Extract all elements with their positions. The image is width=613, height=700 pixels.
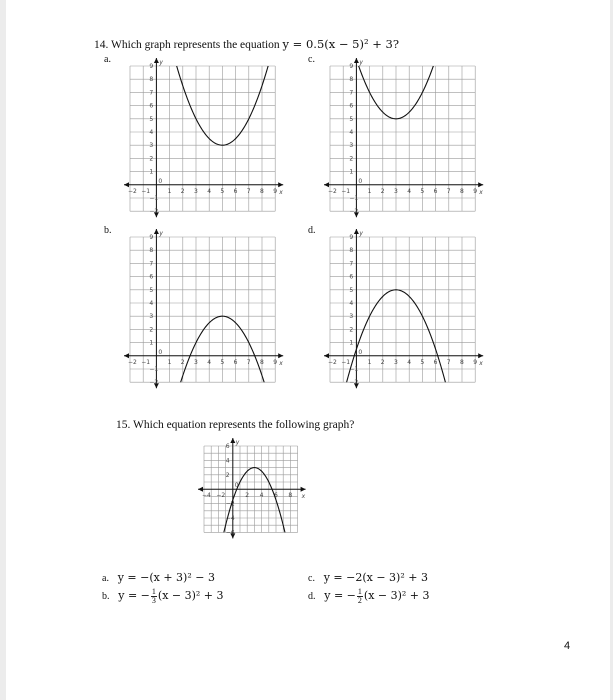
y-tick-label: −2	[149, 208, 159, 216]
y-tick-label: 4	[225, 457, 230, 465]
q15-option-c-letter: c.	[308, 573, 315, 584]
y-tick-label: −2	[225, 500, 235, 508]
x-tick-label: 2	[180, 187, 185, 195]
y-tick-label: 2	[349, 326, 354, 334]
x-tick-label: 7	[246, 358, 251, 366]
y-tick-label: 8	[149, 247, 154, 255]
q14-option-d-letter: d.	[308, 225, 316, 236]
x-axis-arrow-left	[198, 487, 203, 492]
x-tick-label: 1	[367, 187, 372, 195]
x-axis-arrow-right	[301, 487, 306, 492]
x-axis-arrow-left	[324, 182, 329, 187]
y-axis-letter: y	[159, 230, 163, 237]
y-axis-letter: y	[359, 230, 363, 237]
q14-option-a-letter: a.	[104, 54, 111, 65]
x-axis-arrow-left	[124, 182, 129, 187]
x-tick-label: 8	[460, 358, 464, 366]
y-tick-label: 6	[149, 102, 154, 110]
y-tick-label: 9	[349, 63, 354, 70]
x-tick-label: −2	[216, 492, 226, 500]
q15-option-b-frac-den: 3	[151, 596, 156, 605]
q14-option-c-letter: c.	[308, 54, 315, 65]
x-tick-label: 4	[407, 187, 412, 195]
y-tick-label: −6	[225, 529, 235, 537]
origin-label: 0	[158, 348, 163, 356]
y-tick-label: −1	[349, 195, 359, 202]
y-axis-arrow-up	[230, 438, 235, 443]
x-tick-label: 6	[274, 492, 278, 500]
x-tick-label: 9	[273, 358, 278, 366]
y-tick-label: −2	[349, 208, 359, 216]
y-axis-arrow-up	[154, 229, 159, 234]
y-tick-label: 5	[349, 286, 354, 294]
x-tick-label: 6	[233, 187, 238, 195]
y-tick-label: 3	[149, 142, 154, 150]
question-15-prompt	[116, 419, 354, 431]
y-axis-arrow-up	[154, 58, 159, 63]
x-tick-label: 1	[367, 358, 372, 366]
question-14-prompt	[94, 37, 399, 51]
q14-graph-c[interactable]	[320, 58, 492, 218]
y-tick-label: 6	[149, 273, 154, 281]
x-tick-label: 8	[288, 492, 293, 500]
y-tick-label: −4	[225, 515, 235, 522]
y-tick-label: 4	[149, 129, 154, 136]
question-15-text: Which equation represents the following graph?	[133, 419, 355, 431]
x-tick-label: −1	[141, 358, 151, 366]
x-tick-label: 7	[246, 187, 251, 195]
parabola-curve	[130, 0, 275, 145]
x-tick-label: 9	[473, 187, 478, 195]
y-tick-label: 2	[349, 155, 354, 163]
x-tick-label: 7	[446, 358, 451, 366]
x-tick-label: −2	[128, 358, 137, 366]
x-tick-label: −1	[341, 358, 351, 366]
x-tick-label: 4	[259, 492, 264, 500]
origin-label: 0	[358, 348, 363, 356]
y-tick-label: 3	[349, 142, 354, 150]
y-tick-label: 8	[149, 76, 154, 84]
x-tick-label: 4	[207, 358, 212, 366]
x-axis-arrow-right	[278, 182, 283, 187]
q15-option-c-equation: y = −2(x − 3)² + 3	[323, 571, 428, 584]
q15-option-d[interactable]	[308, 588, 430, 605]
x-tick-label: −2	[328, 358, 337, 366]
x-tick-label: 3	[394, 358, 398, 366]
q15-option-b-letter: b.	[102, 591, 110, 603]
y-tick-label: 1	[149, 339, 154, 347]
q15-option-b-fraction	[151, 588, 157, 605]
q15-option-a-equation: y = −(x + 3)² − 3	[117, 571, 215, 584]
q14-graph-b[interactable]	[120, 229, 290, 389]
question-14-text: Which graph represents the equation	[111, 39, 280, 51]
y-tick-label: 1	[149, 168, 154, 176]
x-axis-letter: x	[479, 188, 483, 196]
y-tick-label: 7	[349, 260, 354, 268]
x-tick-label: 2	[380, 358, 385, 366]
q14-graph-d[interactable]	[320, 229, 492, 389]
x-tick-label: 1	[167, 358, 172, 366]
y-tick-label: 6	[225, 443, 230, 450]
x-tick-label: 4	[407, 358, 412, 366]
y-axis-letter: y	[235, 439, 240, 446]
x-tick-label: 2	[180, 358, 185, 366]
y-axis-letter: y	[359, 59, 363, 66]
x-tick-label: 5	[420, 187, 425, 195]
x-tick-label: 8	[260, 187, 264, 195]
y-tick-label: −2	[149, 379, 159, 387]
y-tick-label: −2	[349, 379, 359, 387]
x-axis-arrow-left	[124, 353, 129, 358]
y-tick-label: 9	[149, 234, 154, 241]
x-tick-label: 5	[220, 187, 225, 195]
y-tick-label: 3	[349, 313, 354, 321]
x-tick-label: −4	[202, 492, 211, 500]
x-tick-label: 6	[433, 358, 438, 366]
y-tick-label: 6	[349, 102, 354, 110]
x-tick-label: 3	[394, 187, 398, 195]
y-axis-arrow-up	[354, 58, 359, 63]
x-tick-label: 5	[220, 358, 225, 366]
q15-option-b-frac-num: 1	[151, 587, 156, 596]
x-axis-arrow-right	[278, 353, 283, 358]
q15-option-d-frac-num: 1	[357, 587, 362, 596]
q15-option-d-prefix: y = −	[324, 589, 356, 603]
worksheet-page	[6, 0, 610, 700]
y-tick-label: 5	[149, 286, 154, 294]
question-14-equation: y = 0.5(x − 5)² + 3?	[282, 37, 400, 51]
page-number: 4	[564, 640, 571, 652]
y-tick-label: −1	[149, 195, 159, 202]
y-tick-label: 2	[225, 471, 230, 479]
x-axis-letter: x	[279, 359, 283, 367]
parabola-curve	[330, 0, 475, 119]
x-tick-label: 9	[473, 358, 478, 366]
x-axis-arrow-left	[324, 353, 329, 358]
q15-graph	[196, 440, 341, 570]
x-tick-label: 4	[207, 187, 212, 195]
q14-option-b-letter: b.	[104, 225, 112, 236]
y-tick-label: 9	[149, 63, 154, 70]
y-tick-label: 6	[349, 273, 354, 281]
x-axis-arrow-right	[478, 182, 483, 187]
origin-label: 0	[158, 177, 163, 185]
question-15-number: 15.	[116, 419, 131, 431]
q15-option-b[interactable]	[102, 588, 224, 605]
y-tick-label: 1	[349, 339, 354, 347]
x-tick-label: 5	[420, 358, 425, 366]
x-axis-letter: x	[279, 188, 283, 196]
y-tick-label: 5	[149, 115, 154, 123]
q15-option-d-fraction	[357, 588, 363, 605]
q15-option-c[interactable]	[308, 571, 428, 584]
origin-label: 0	[358, 177, 363, 185]
q15-option-d-letter: d.	[308, 591, 316, 603]
y-axis-arrow-up	[354, 229, 359, 234]
x-tick-label: 8	[260, 358, 264, 366]
x-tick-label: −1	[341, 187, 351, 195]
x-tick-label: 2	[245, 492, 250, 500]
x-tick-label: 1	[167, 187, 172, 195]
q14-graph-a[interactable]	[120, 58, 290, 218]
x-axis-letter: x	[479, 359, 483, 367]
y-tick-label: 5	[349, 115, 354, 123]
x-tick-label: 2	[380, 187, 385, 195]
x-tick-label: 3	[194, 358, 198, 366]
y-tick-label: 7	[149, 89, 154, 97]
q15-option-d-suffix: (x − 3)² + 3	[363, 589, 430, 603]
x-tick-label: −2	[128, 187, 137, 195]
x-tick-label: 9	[273, 187, 278, 195]
x-tick-label: 8	[460, 187, 464, 195]
y-axis-letter: y	[159, 59, 163, 66]
y-tick-label: 7	[149, 260, 154, 268]
y-tick-label: 4	[349, 300, 354, 307]
x-tick-label: 6	[233, 358, 238, 366]
y-tick-label: 9	[349, 234, 354, 241]
y-tick-label: 3	[149, 313, 154, 321]
question-14-number: 14.	[94, 39, 109, 51]
y-tick-label: 2	[149, 326, 154, 334]
x-tick-label: 7	[446, 187, 451, 195]
y-tick-label: 2	[149, 155, 154, 163]
q15-option-b-prefix: y = −	[118, 589, 150, 603]
q15-option-a-letter: a.	[102, 573, 109, 584]
x-tick-label: 3	[194, 187, 198, 195]
y-tick-label: 8	[349, 247, 354, 255]
y-tick-label: 1	[349, 168, 354, 176]
x-tick-label: −1	[141, 187, 151, 195]
y-tick-label: −1	[149, 366, 159, 373]
y-tick-label: 4	[349, 129, 354, 136]
q15-option-b-suffix: (x − 3)² + 3	[157, 589, 224, 603]
x-tick-label: 6	[433, 187, 438, 195]
y-tick-label: 7	[349, 89, 354, 97]
y-tick-label: 4	[149, 300, 154, 307]
origin-label: 0	[234, 482, 239, 490]
x-axis-letter: x	[301, 493, 306, 501]
q15-option-d-frac-den: 2	[357, 596, 362, 605]
y-tick-label: 8	[349, 76, 354, 84]
x-tick-label: −2	[328, 187, 337, 195]
x-axis-arrow-right	[478, 353, 483, 358]
y-tick-label: −1	[349, 366, 359, 373]
q15-option-a[interactable]	[102, 571, 215, 584]
